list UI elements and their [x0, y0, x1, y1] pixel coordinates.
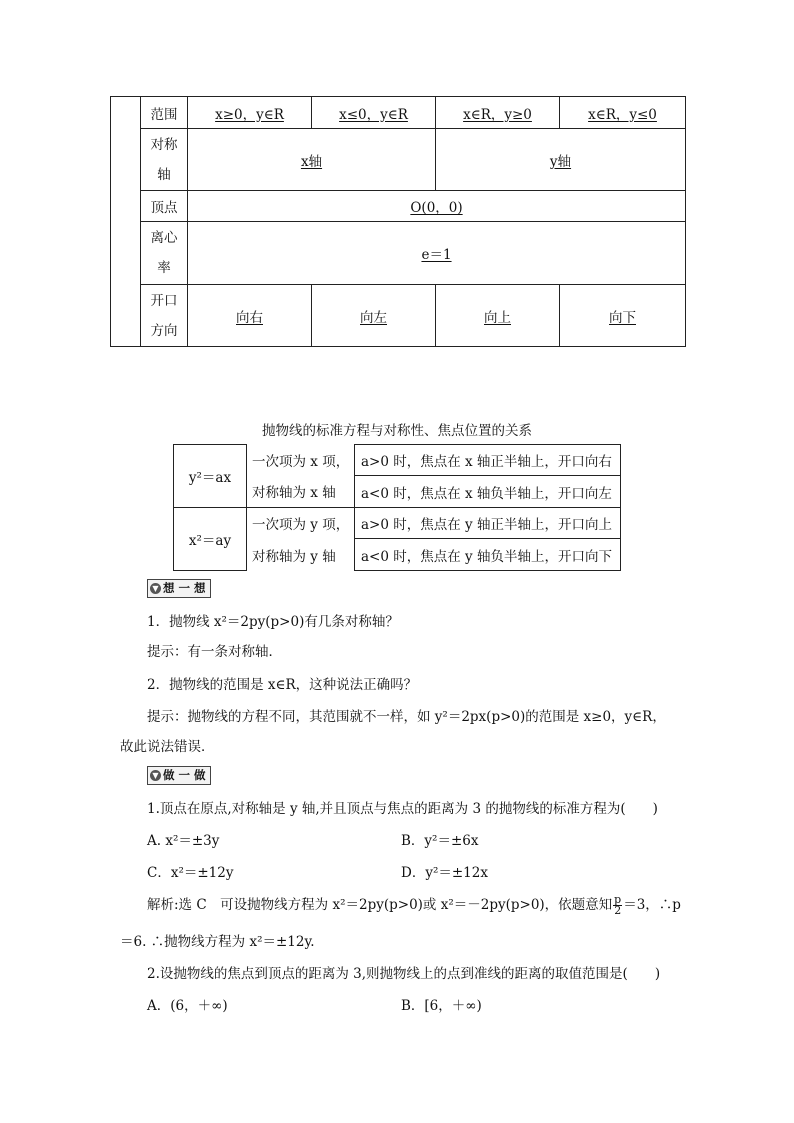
row-label-eccentricity: 离心 率 — [141, 222, 188, 285]
equation-cell: y²＝ax — [174, 445, 247, 508]
down-arrow-icon: ▼ — [150, 770, 161, 781]
desc-cell: 对称轴为 x 轴 — [247, 476, 355, 508]
think-answer-2-line1: 提示：抛物线的方程不同，其范围就不一样，如 y²＝2px(p>0)的范围是 x≥0，y∈R， — [147, 709, 666, 725]
row-label-axis: 对称 轴 — [141, 129, 188, 191]
parabola-properties-table — [110, 96, 686, 347]
practice-question-2: 2.设抛物线的焦点到顶点的距离为 3,则抛物线上的点到准线的距离的取值范围是( ) — [147, 966, 661, 982]
q2-option-b: B．[6，＋∞) — [401, 998, 482, 1014]
case-cell: a>0 时，焦点在 y 轴正半轴上，开口向上 — [355, 508, 621, 539]
think-question-2: 2．抛物线的范围是 x∈R，这种说法正确吗？ — [147, 677, 418, 693]
axis-cell: y轴 — [436, 129, 686, 191]
desc-cell: 一次项为 y 项， — [247, 508, 355, 539]
q2-option-a: A．(6，＋∞) — [147, 998, 228, 1014]
think-badge: ▼ 想 一 想 — [147, 579, 211, 598]
think-answer-2-line2: 故此说法错误． — [120, 739, 215, 755]
case-cell: a>0 时，焦点在 x 轴正半轴上，开口向右 — [355, 445, 621, 476]
practice-badge: ▼ 做 一 做 — [147, 766, 211, 785]
range-cell: x≤0，y∈R — [312, 97, 436, 129]
equation-cell: x²＝ay — [174, 508, 247, 571]
desc-cell: 一次项为 x 项， — [247, 445, 355, 476]
opening-cell: 向左 — [312, 285, 436, 347]
think-answer-1: 提示：有一条对称轴． — [147, 644, 282, 660]
opening-cell: 向上 — [436, 285, 560, 347]
practice-question-1: 1.顶点在原点,对称轴是 y 轴,并且顶点与焦点的距离为 3 的抛物线的标准方程为( ) — [147, 801, 658, 817]
row-label-range: 范围 — [141, 97, 188, 129]
option-b: B．y²＝±6x — [401, 833, 479, 849]
case-cell: a<0 时，焦点在 y 轴负半轴上，开口向下 — [355, 539, 621, 571]
range-cell: x∈R，y≤0 — [560, 97, 686, 129]
down-arrow-icon: ▼ — [150, 583, 161, 594]
table-side-column — [111, 97, 141, 347]
case-cell: a<0 时，焦点在 x 轴负半轴上，开口向左 — [355, 476, 621, 508]
solution-line-2: ＝6. ∴抛物线方程为 x²＝±12y. — [120, 934, 315, 950]
opening-cell: 向下 — [560, 285, 686, 347]
solution-line-1: 解析:选 C 可设抛物线方程为 x²＝2py(p>0)或 x²＝－2py(p>0)，依题意知 $\frac{p}{2}$ ＝3，∴p — [147, 893, 681, 917]
table2-title: 抛物线的标准方程与对称性、焦点位置的关系 — [262, 423, 532, 439]
row-label-vertex: 顶点 — [141, 191, 188, 222]
option-d: D．y²＝±12x — [401, 865, 488, 881]
opening-cell: 向右 — [188, 285, 312, 347]
vertex-cell: O(0，0) — [188, 191, 686, 222]
equation-symmetry-table — [173, 444, 621, 571]
range-cell: x≥0，y∈R — [188, 97, 312, 129]
fraction-p-over-2: $\frac{p}{2}$ — [614, 893, 622, 917]
option-a: A. x²＝±3y — [147, 833, 220, 849]
think-question-1: 1．抛物线 x²＝2py(p>0)有几条对称轴？ — [147, 614, 399, 630]
desc-cell: 对称轴为 y 轴 — [247, 539, 355, 571]
axis-cell: x轴 — [188, 129, 436, 191]
range-cell: x∈R，y≥0 — [436, 97, 560, 129]
option-c: C．x²＝±12y — [147, 865, 234, 881]
eccentricity-cell: e＝1 — [188, 222, 686, 285]
row-label-opening: 开口 方向 — [141, 285, 188, 347]
